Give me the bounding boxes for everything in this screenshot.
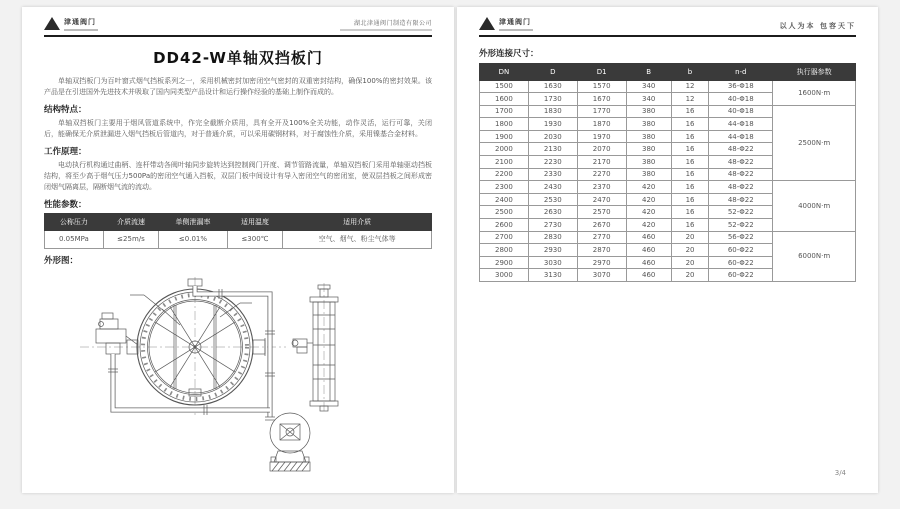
actuator-param-cell: 1600N·m (773, 80, 856, 105)
performance-col-header: 适用温度 (227, 213, 282, 230)
dimensions-table-body (480, 80, 856, 282)
performance-value-cell: 0.05MPa (45, 230, 104, 248)
dimensions-cell: 2730 (528, 219, 577, 232)
dimensions-cell: 2770 (577, 231, 626, 244)
dimensions-cell: 20 (671, 244, 709, 257)
logo-triangle-icon (479, 17, 495, 30)
performance-value-cell: 空气、烟气、粉尘气体等 (283, 230, 432, 248)
dimensions-cell: 16 (671, 130, 709, 143)
dimensions-cell: 12 (671, 93, 709, 106)
dimensions-cell: 1500 (480, 80, 529, 93)
dimensions-cell: 1800 (480, 118, 529, 131)
dimensions-col-header: D1 (577, 63, 626, 80)
section-heading-structure: 结构特点： (44, 104, 87, 115)
dimensions-cell: 2170 (577, 156, 626, 169)
dimensions-cell: 48-Φ22 (709, 143, 773, 156)
dimensions-cell: 2930 (528, 244, 577, 257)
dimensions-cell: 52-Φ22 (709, 206, 773, 219)
dimensions-cell: 380 (626, 168, 671, 181)
dimensions-cell: 460 (626, 269, 671, 282)
dimensions-cell: 1670 (577, 93, 626, 106)
performance-col-header: 公称压力 (45, 213, 104, 230)
dimensions-col-header: DN (480, 63, 529, 80)
dimensions-cell: 420 (626, 181, 671, 194)
dimensions-cell: 1830 (528, 105, 577, 118)
dimensions-cell: 2130 (528, 143, 577, 156)
dimensions-cell: 16 (671, 193, 709, 206)
dimensions-cell: 48-Φ22 (709, 181, 773, 194)
dimensions-cell: 16 (671, 105, 709, 118)
dimensions-cell: 60-Φ22 (709, 269, 773, 282)
dimensions-cell: 48-Φ22 (709, 156, 773, 169)
actuator-param-cell: 2500N·m (773, 105, 856, 181)
actuator-param-cell: 4000N·m (773, 181, 856, 231)
dimensions-cell: 16 (671, 206, 709, 219)
dimensions-cell: 3000 (480, 269, 529, 282)
dimensions-cell: 2330 (528, 168, 577, 181)
dimensions-cell: 2500 (480, 206, 529, 219)
performance-col-header: 适用介质 (283, 213, 432, 230)
logo-triangle-icon (44, 17, 60, 30)
dimensions-cell: 340 (626, 80, 671, 93)
dimensions-cell: 40-Φ18 (709, 93, 773, 106)
dimensions-cell: 1570 (577, 80, 626, 93)
dimensions-cell: 420 (626, 206, 671, 219)
logo-subtext-bar (499, 29, 533, 31)
outline-drawing (44, 269, 432, 509)
dimensions-cell: 1770 (577, 105, 626, 118)
actuator-param-cell: 6000N·m (773, 231, 856, 281)
dimensions-cell: 1700 (480, 105, 529, 118)
dimensions-cell: 460 (626, 244, 671, 257)
dimensions-cell: 40-Φ18 (709, 105, 773, 118)
dimensions-table-row (480, 105, 856, 118)
dimensions-cell: 1600 (480, 93, 529, 106)
dimensions-cell: 1930 (528, 118, 577, 131)
dimensions-cell: 2230 (528, 156, 577, 169)
section-heading-principle: 工作原理： (44, 146, 87, 157)
page-header (479, 17, 856, 37)
dimensions-cell: 2570 (577, 206, 626, 219)
dimensions-cell: 20 (671, 231, 709, 244)
header-slogan: 以人为本 包容天下 (779, 21, 856, 30)
page-left (22, 7, 454, 493)
brand-logo (44, 17, 98, 31)
dimensions-cell: 2070 (577, 143, 626, 156)
dimensions-cell: 2270 (577, 168, 626, 181)
header-company-block (340, 18, 432, 31)
section-heading-performance: 性能参数： (44, 199, 87, 210)
dimensions-cell: 2600 (480, 219, 529, 232)
dimensions-cell: 2530 (528, 193, 577, 206)
dimensions-cell: 340 (626, 93, 671, 106)
dimensions-cell: 2100 (480, 156, 529, 169)
dimensions-cell: 2800 (480, 244, 529, 257)
performance-value-cell: ≤300℃ (227, 230, 282, 248)
dimensions-cell: 16 (671, 181, 709, 194)
dimensions-cell: 2200 (480, 168, 529, 181)
valve-technical-drawing (44, 269, 432, 505)
dimensions-cell: 1730 (528, 93, 577, 106)
dimensions-col-header: 执行器参数 (773, 63, 856, 80)
page-header (44, 17, 432, 37)
dimensions-cell: 1970 (577, 130, 626, 143)
dimensions-cell: 2830 (528, 231, 577, 244)
dimensions-cell: 1900 (480, 130, 529, 143)
brand-logo (479, 17, 533, 31)
dimensions-cell: 16 (671, 156, 709, 169)
dimensions-cell: 380 (626, 105, 671, 118)
dimensions-cell: 2470 (577, 193, 626, 206)
dimensions-cell: 44-Φ18 (709, 130, 773, 143)
dimensions-cell: 2030 (528, 130, 577, 143)
dimensions-cell: 3030 (528, 256, 577, 269)
dimensions-cell: 1870 (577, 118, 626, 131)
dimensions-cell: 2370 (577, 181, 626, 194)
company-name: 湖北津通阀门制造有限公司 (353, 19, 432, 27)
dimensions-cell: 20 (671, 256, 709, 269)
dimensions-cell: 3070 (577, 269, 626, 282)
performance-col-header: 介质流速 (103, 213, 158, 230)
dimensions-cell: 2970 (577, 256, 626, 269)
performance-value-cell: ≤0.01% (159, 230, 228, 248)
company-subtext-bar (340, 29, 432, 31)
dimensions-cell: 2700 (480, 231, 529, 244)
dimensions-cell: 2670 (577, 219, 626, 232)
dimensions-cell: 12 (671, 80, 709, 93)
dimensions-cell: 2000 (480, 143, 529, 156)
dimensions-col-header: n-d (709, 63, 773, 80)
structure-paragraph: 单轴双挡板门主要用于烟风管道系统中，作完全截断介质用，具有全开及100%全关功能，动作灵活，运行可靠，关闭后，能确保无介质泄漏进入烟气挡板后管道内，对于普通介质，可以采用碳钢材料，对于腐蚀性介质，采用镍基合金材料。 (44, 118, 432, 138)
dimensions-cell: 16 (671, 168, 709, 181)
dimensions-cell: 2900 (480, 256, 529, 269)
dims-heading: 外形连接尺寸： (479, 48, 539, 59)
dimensions-cell: 2870 (577, 244, 626, 257)
page-title: DD42-W单轴双挡板门 (153, 48, 323, 67)
dimensions-cell: 48-Φ22 (709, 168, 773, 181)
dimensions-cell: 2430 (528, 181, 577, 194)
dimensions-cell: 20 (671, 269, 709, 282)
performance-table-head-row (45, 213, 432, 230)
dimensions-cell: 16 (671, 143, 709, 156)
dimensions-cell: 3130 (528, 269, 577, 282)
dimensions-col-header: B (626, 63, 671, 80)
performance-col-header: 单侧泄漏率 (159, 213, 228, 230)
dimensions-cell: 2400 (480, 193, 529, 206)
page-number: 3/4 (834, 469, 846, 477)
logo-subtext-bar (64, 29, 98, 31)
dimensions-cell: 1630 (528, 80, 577, 93)
dimensions-cell: 16 (671, 118, 709, 131)
dimensions-cell: 380 (626, 143, 671, 156)
dimensions-col-header: b (671, 63, 709, 80)
dimensions-cell: 48-Φ22 (709, 193, 773, 206)
dimensions-col-header: D (528, 63, 577, 80)
dimensions-table-row (480, 181, 856, 194)
dimensions-table (479, 63, 856, 283)
logo-text: 津通阀门 (499, 18, 531, 26)
dimensions-cell: 44-Φ18 (709, 118, 773, 131)
dimensions-cell: 380 (626, 118, 671, 131)
dimensions-cell: 16 (671, 219, 709, 232)
dimensions-cell: 2300 (480, 181, 529, 194)
dimensions-cell: 52-Φ22 (709, 219, 773, 232)
section-heading-outline: 外形图： (44, 255, 79, 266)
performance-table-value-row (45, 230, 432, 248)
intro-paragraph: 单轴双挡板门为百叶窗式烟气挡板系列之一，采用机械密封加密闭空气密封的双重密封结构，确保100%的密封效果。该产品是在引进国外先进技术并吸取了国内同类型产品设计和运行操作经验的基础上制作而成的。 (44, 76, 432, 96)
dimensions-cell: 2630 (528, 206, 577, 219)
performance-value-cell: ≤25m/s (103, 230, 158, 248)
dimensions-cell: 420 (626, 219, 671, 232)
dimensions-table-row (480, 231, 856, 244)
dimensions-cell: 460 (626, 231, 671, 244)
performance-table (44, 213, 432, 249)
page-right (457, 7, 878, 493)
dimensions-cell: 460 (626, 256, 671, 269)
logo-text: 津通阀门 (64, 18, 96, 26)
dimensions-cell: 56-Φ22 (709, 231, 773, 244)
dimensions-cell: 420 (626, 193, 671, 206)
dimensions-table-head-row (480, 63, 856, 80)
dimensions-table-row (480, 80, 856, 93)
dimensions-cell: 380 (626, 130, 671, 143)
dimensions-cell: 60-Φ22 (709, 244, 773, 257)
dimensions-cell: 36-Φ18 (709, 80, 773, 93)
dimensions-cell: 380 (626, 156, 671, 169)
dimensions-cell: 60-Φ22 (709, 256, 773, 269)
principle-paragraph: 电动执行机构通过曲柄、连杆带动各阀叶轴同步旋转达到控制阀门开度、调节管路流量，单轴双挡板门采用单轴驱动挡板结构，将至少高于烟气压力500Pa的密闭空气通入挡板，双层门板中间设计有导入密闭空气的密闭室，使双层挡板之间形成密闭烟气隔离层，隔断烟气流的流动。 (44, 160, 432, 191)
